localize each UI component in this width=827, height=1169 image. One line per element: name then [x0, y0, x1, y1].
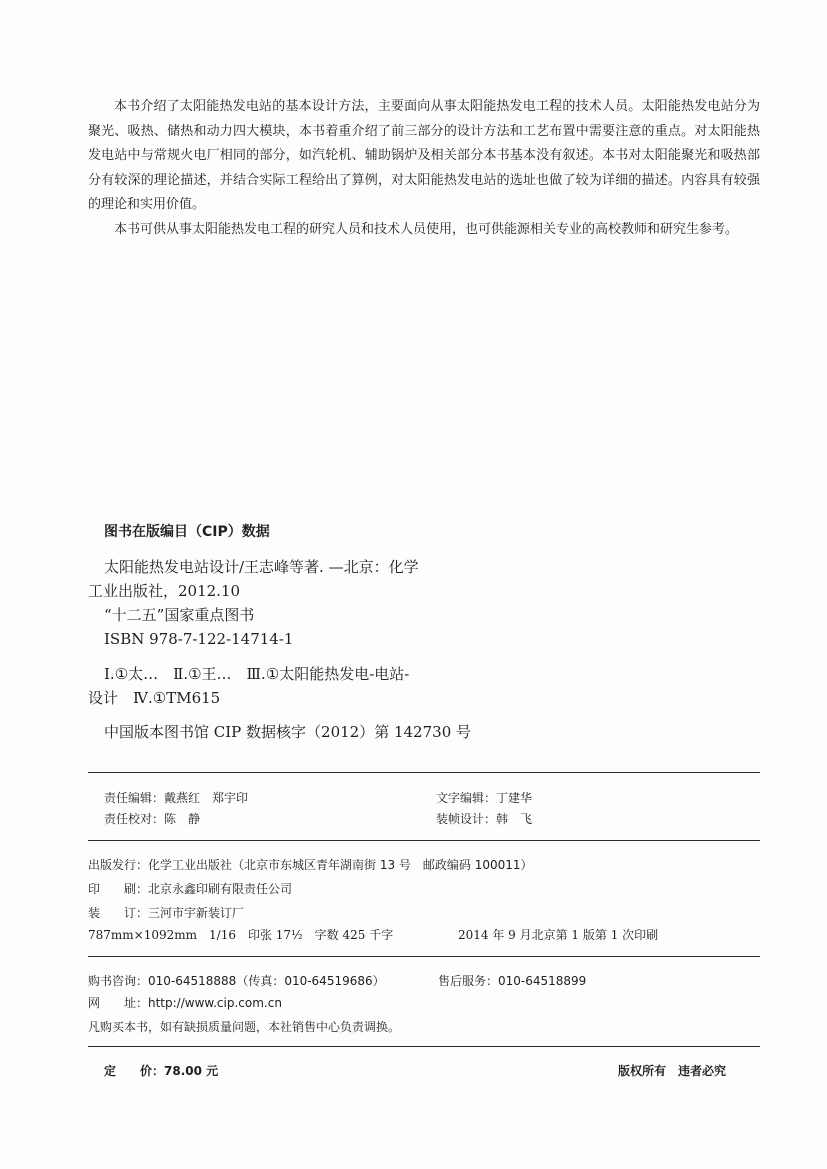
cip-line-title-author: 太阳能热发电站设计/王志峰等著. —北京：化学 — [104, 558, 419, 576]
cover-designer: 装帧设计：韩 飞 — [436, 812, 533, 826]
after-sales-hotline: 售后服务：010-64518899 — [438, 974, 587, 988]
printer-info: 印 刷：北京永鑫印刷有限责任公司 — [88, 882, 293, 896]
cip-line-isbn: ISBN 978-7-122-14714-1 — [104, 630, 294, 648]
cip-classification — [88, 662, 488, 710]
cip-line-classification: 设计 Ⅳ.①TM615 — [88, 689, 221, 707]
replacement-notice: 凡购买本书，如有缺损质量问题，本社销售中心负责调换。 — [88, 1020, 401, 1034]
divider-rule — [88, 772, 760, 773]
proofreader: 责任校对：陈 静 — [104, 812, 201, 826]
responsible-editor: 责任编辑：戴燕红 郑宇印 — [104, 791, 249, 805]
cip-line-subjects: Ⅰ.①太… Ⅱ.①王… Ⅲ.①太阳能热发电-电站- — [104, 665, 410, 683]
intro-paragraph-2: 本书可供从事太阳能热发电工程的研究人员和技术人员使用，也可供能源相关专业的高校教师和研究生参考。 — [114, 221, 739, 237]
divider-rule — [88, 956, 760, 957]
cip-line-series: “十二五”国家重点图书 — [104, 606, 255, 624]
price: 定 价：78.00 元 — [104, 1064, 219, 1078]
publisher-info: 出版发行：化学工业出版社（北京市东城区青年湖南街 13 号 邮政编码 100011） — [88, 858, 533, 872]
divider-rule — [88, 1046, 760, 1047]
cip-title: 图书在版编目（CIP）数据 — [104, 524, 270, 540]
website: 网 址：http://www.cip.com.cn — [88, 996, 282, 1010]
binder-info: 装 订：三河市宇新装订厂 — [88, 906, 245, 920]
cip-line-publisher: 工业出版社，2012.10 — [88, 582, 241, 600]
book-introduction — [88, 95, 760, 242]
purchase-hotline: 购书咨询：010-64518888（传真：010-64519686） — [88, 974, 385, 988]
edition-info: 2014 年 9 月北京第 1 版第 1 次印刷 — [458, 928, 659, 942]
intro-paragraph-1: 本书介绍了太阳能热发电站的基本设计方法，主要面向从事太阳能热发电工程的技术人员。太阳能热发电站分为聚光、吸热、储热和动力四大模块，本书着重介绍了前三部分的设计方法和工艺布置中需要注意的重点。对太阳能热发电站中与常规火电厂相同的部分，如汽轮机、辅助锅炉及相关部分本书基本没有叙述。本书对太阳能聚光和吸热部分有较深的理论描述，并结合实际工程给出了算例，对太阳能热发电站的选址也做了较为详细的描述。内容具有较强的理论和实用价值。 — [88, 99, 760, 212]
cip-line-number: 中国版本图书馆 CIP 数据核字（2012）第 142730 号 — [104, 723, 472, 741]
cip-number-block — [88, 720, 488, 744]
rights-notice: 版权所有 违者必究 — [618, 1064, 727, 1078]
cip-record — [88, 555, 488, 651]
divider-rule — [88, 840, 760, 841]
format-specs: 787mm×1092mm 1/16 印张 17½ 字数 425 千字 — [88, 928, 394, 942]
text-editor: 文字编辑：丁建华 — [436, 791, 533, 805]
